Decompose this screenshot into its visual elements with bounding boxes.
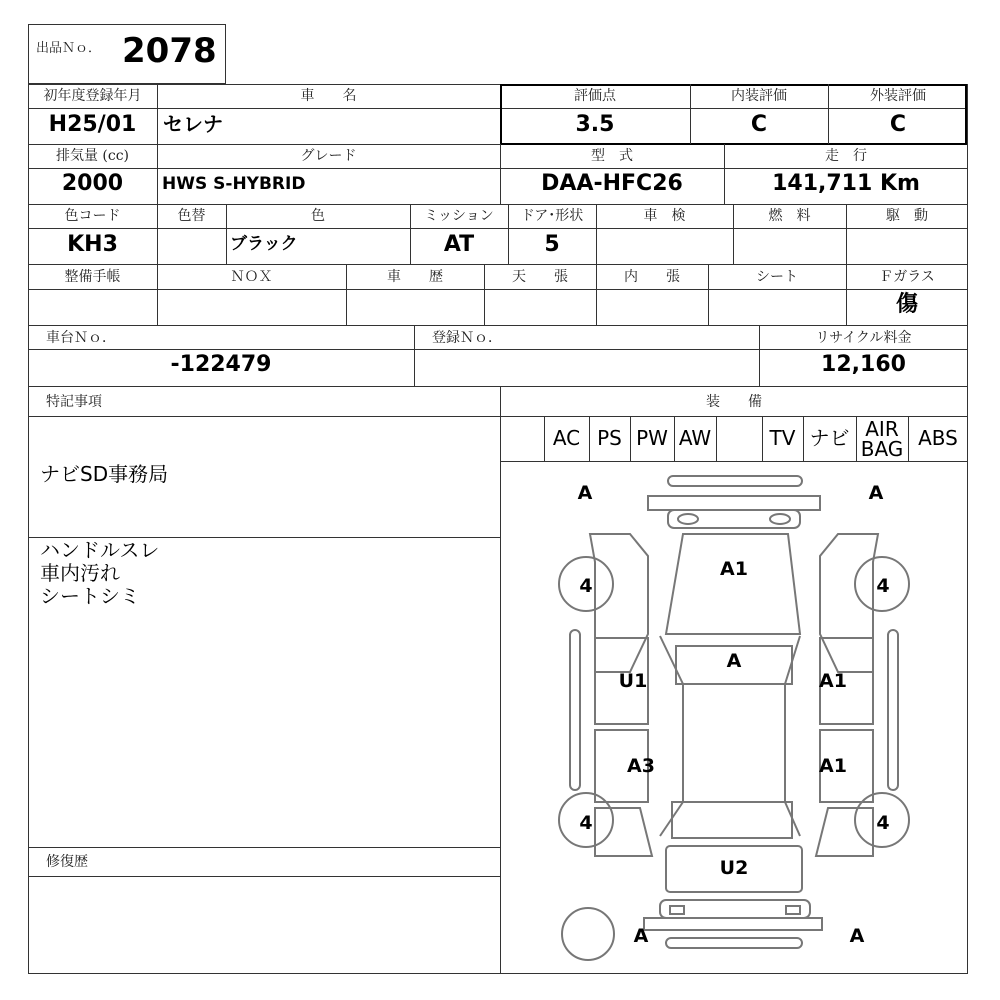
displacement-label: 排気量 (cc) <box>55 148 130 164</box>
mark-right-rear-door: A1 <box>819 755 847 777</box>
exterior-grade-value: C <box>889 112 907 137</box>
grade-value: HWS S-HYBRID <box>162 174 306 194</box>
special-notes-text: ナビSD事務局 <box>40 462 169 486</box>
repaint-label: 色替 <box>177 208 206 224</box>
equipment-bag: BAG <box>860 437 904 461</box>
mark-back-door: U2 <box>719 857 749 879</box>
mark-front-left-corner: A <box>577 482 593 504</box>
car-diagram <box>500 462 968 974</box>
remark-3: シートシミ <box>40 584 140 608</box>
equipment-navi: ナビ <box>809 426 850 450</box>
color-code-value: KH3 <box>67 232 118 257</box>
mission-value: AT <box>443 232 475 257</box>
score-label: 評価点 <box>574 88 616 104</box>
front-glass-label: Ｆガラス <box>879 269 935 285</box>
score-value: 3.5 <box>575 112 615 137</box>
mark-front-left-wheel: 4 <box>579 575 593 597</box>
displacement-value: 2000 <box>61 171 124 196</box>
color-value: ブラック <box>230 234 298 254</box>
mission-label: ミッション <box>424 208 494 224</box>
seat-label: シート <box>756 269 798 285</box>
equipment-air: AIR <box>865 417 899 441</box>
mileage-value: 141,711 Km <box>772 171 920 196</box>
first-reg-value: H25/01 <box>48 112 137 137</box>
mark-left-rear-door: A3 <box>627 755 655 777</box>
nox-label: ＮＯＸ <box>230 269 273 285</box>
mark-rear-left-wheel: 4 <box>579 812 593 834</box>
equipment-tv: TV <box>769 426 796 450</box>
mark-windshield: A <box>726 650 742 672</box>
recycle-label: リサイクル料金 <box>815 330 912 346</box>
lot-number: 2078 <box>122 31 217 71</box>
door-label: ドア･形状 <box>520 208 584 224</box>
mark-front-right-corner: A <box>868 482 884 504</box>
front-glass-value: 傷 <box>895 292 918 317</box>
fuel-label: 燃 料 <box>768 208 811 224</box>
lot-label: 出品Ｎｏ． <box>36 41 102 56</box>
exterior-grade-label: 外装評価 <box>870 88 926 104</box>
mileage-label: 走 行 <box>825 148 867 164</box>
model-label: 型 式 <box>591 148 633 164</box>
inspection-label: 車 検 <box>643 208 686 224</box>
color-code-label: 色コード <box>64 208 121 224</box>
roof-label: 天 張 <box>512 269 568 285</box>
equipment-pw: PW <box>636 426 668 450</box>
chassis-label: 車台Ｎｏ． <box>46 330 116 346</box>
interior-grade-label: 内装評価 <box>731 88 787 104</box>
mark-front-right-wheel: 4 <box>876 575 890 597</box>
equipment-label: 装 備 <box>706 394 762 410</box>
remark-2: 車内汚れ <box>40 561 120 585</box>
drive-label: 駆 動 <box>886 208 928 224</box>
recycle-value: 12,160 <box>821 352 906 377</box>
doors-value: 5 <box>544 232 560 257</box>
car-name-value: セレナ <box>163 112 223 136</box>
equipment-ps: PS <box>597 426 622 450</box>
equipment-ac: AC <box>552 426 581 450</box>
repair-history-label: 修復歴 <box>46 854 88 870</box>
car-name-label: 車 名 <box>300 88 357 104</box>
mark-right-front-door: A1 <box>819 670 847 692</box>
equipment-aw: AW <box>678 426 712 450</box>
mark-hood: A1 <box>720 558 748 580</box>
mark-rear-left-corner: A <box>633 925 649 947</box>
history-label: 車 歴 <box>387 269 443 285</box>
model-value: DAA-HFC26 <box>541 171 683 196</box>
chassis-value: -122479 <box>170 352 272 377</box>
equipment-abs: ABS <box>918 426 958 450</box>
interior-lining-label: 内 張 <box>624 269 680 285</box>
interior-grade-value: C <box>750 112 768 137</box>
remark-1: ハンドルスレ <box>40 538 160 562</box>
mark-rear-right-corner: A <box>849 925 865 947</box>
special-notes-label: 特記事項 <box>46 394 102 410</box>
grade-label: グレード <box>300 148 357 164</box>
registration-label: 登録Ｎｏ． <box>432 330 502 346</box>
maintenance-label: 整備手帳 <box>64 269 121 285</box>
first-reg-label: 初年度登録年月 <box>43 88 142 104</box>
color-label: 色 <box>311 208 325 224</box>
mark-rear-right-wheel: 4 <box>876 812 890 834</box>
mark-left-front-door: U1 <box>618 670 648 692</box>
